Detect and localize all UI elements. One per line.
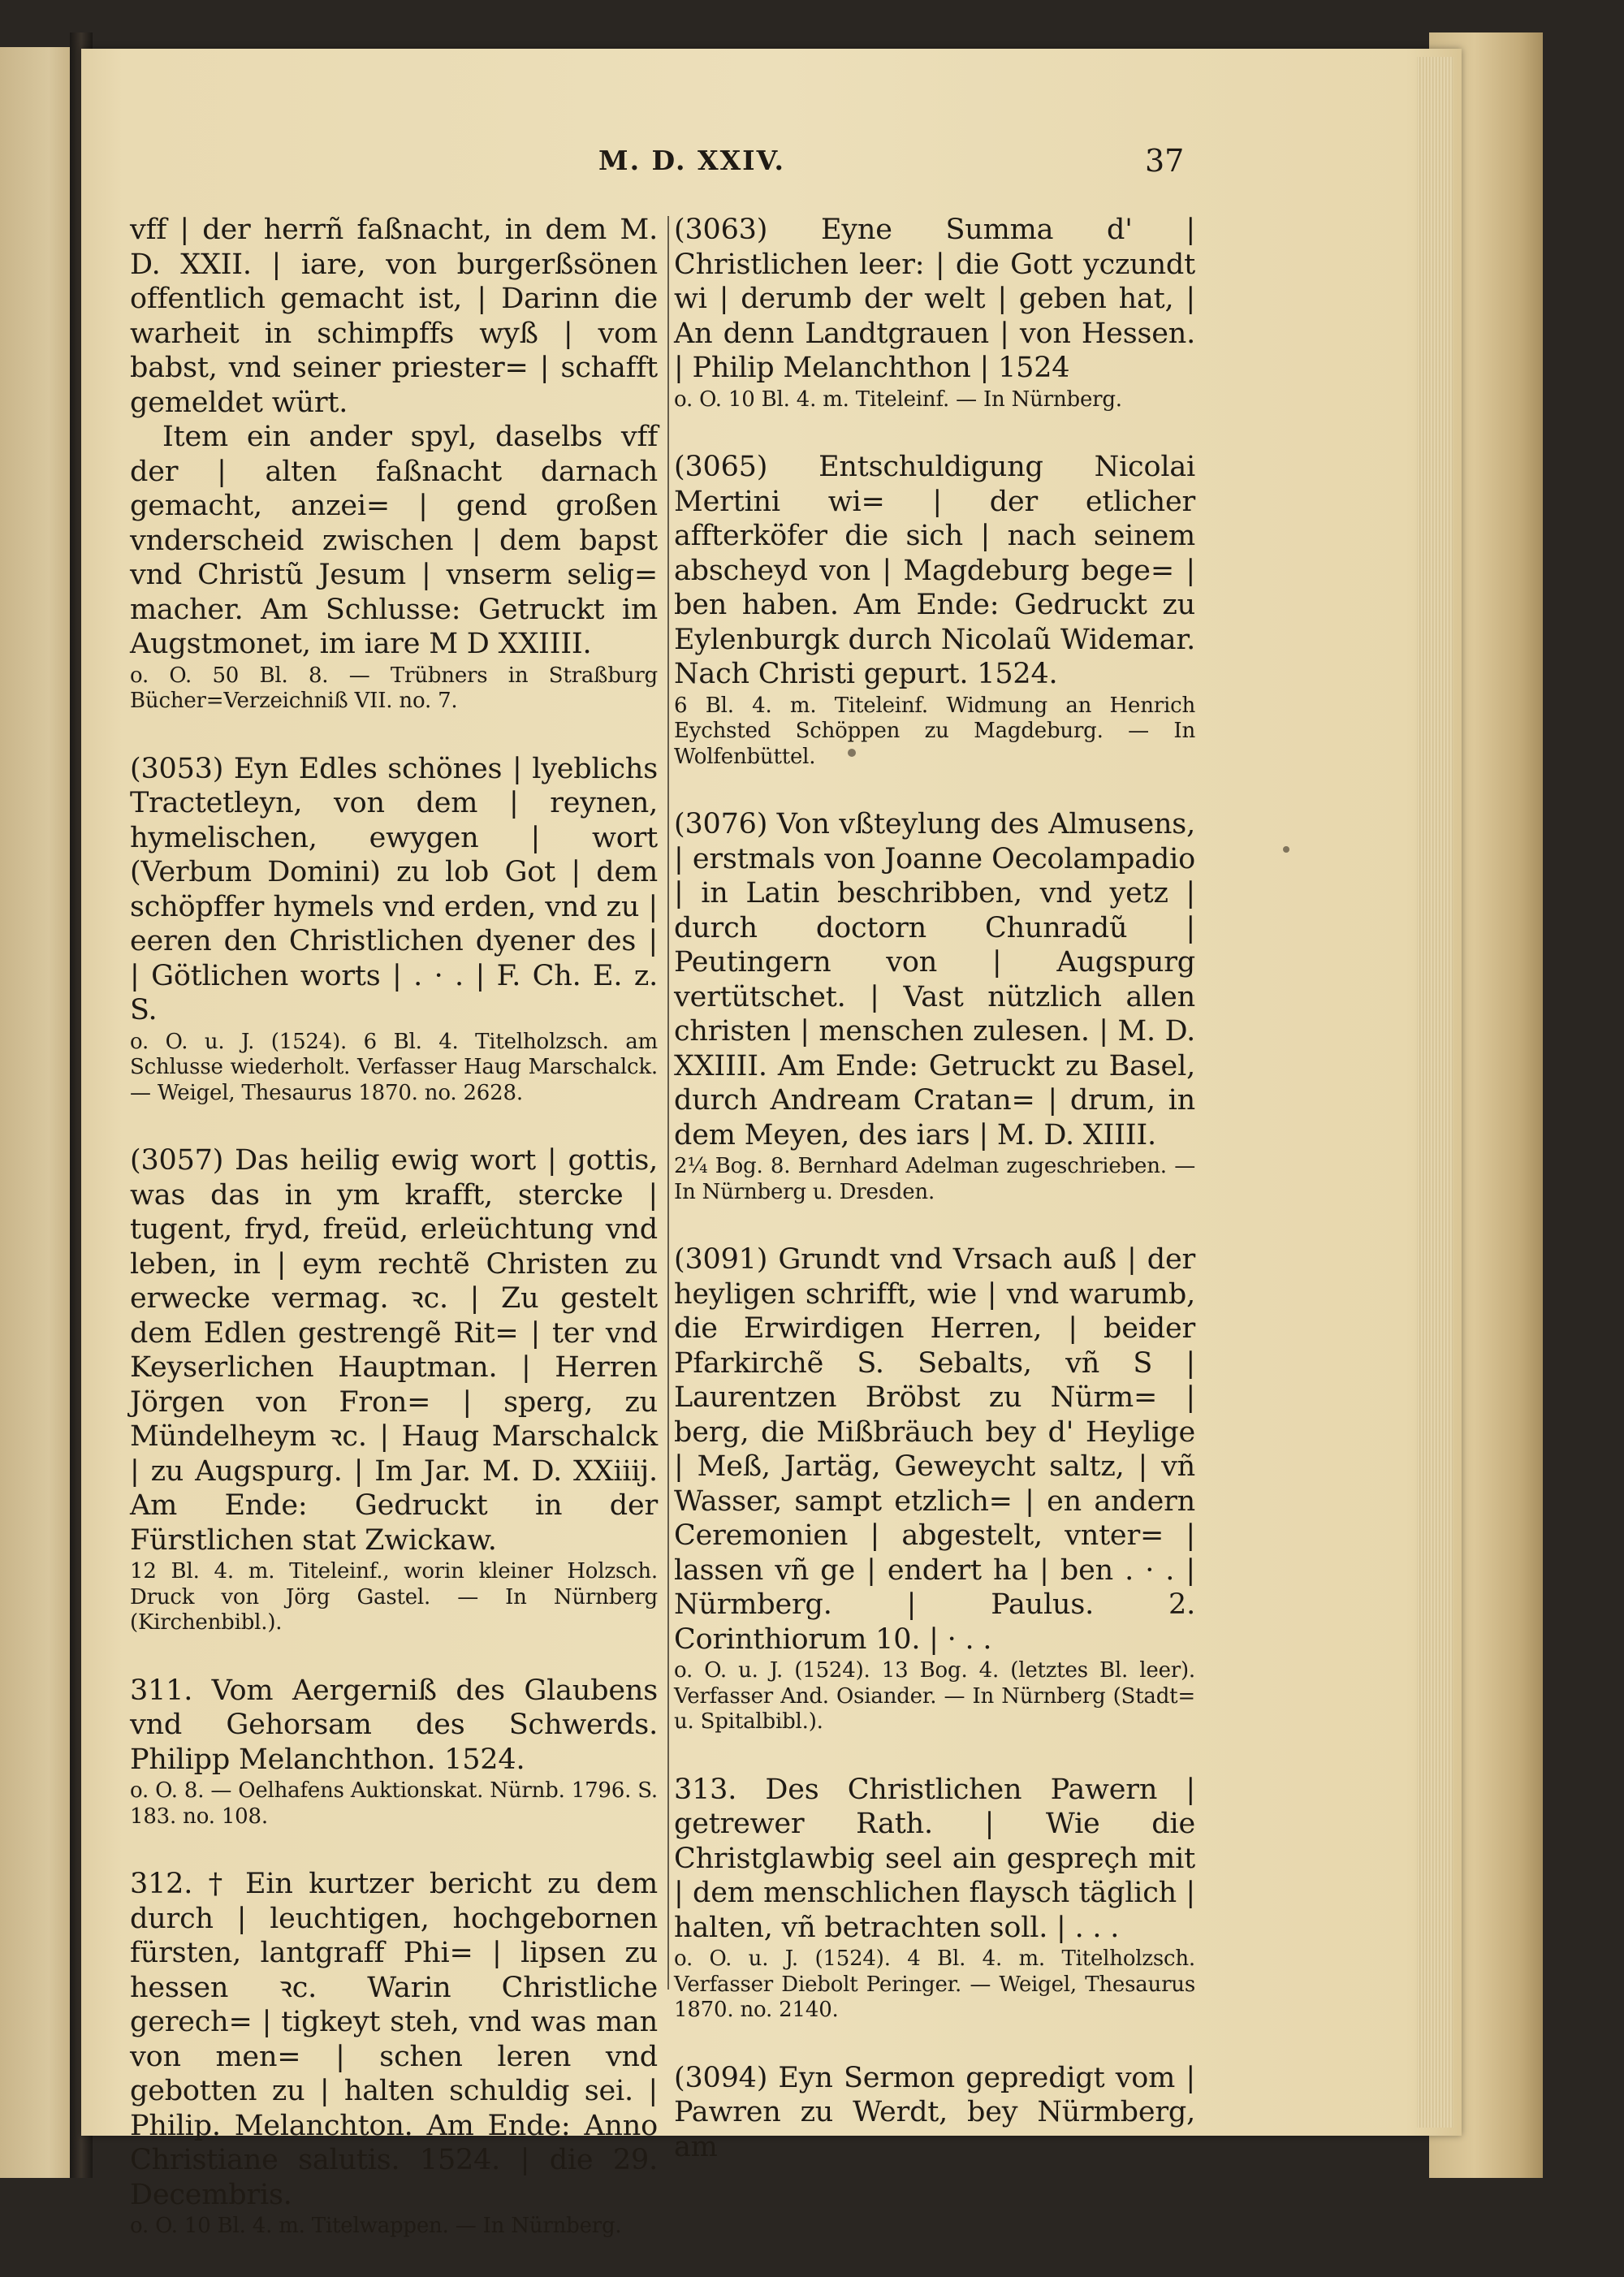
entry-body: (3091) Grundt vnd Vrsach auß | der heyligen schrifft, wie | vnd warumb, die Erwirdigen Herren, | beider Pfarkirchẽ S. Sebalts, vñ S | Laurentzen Bröbst zu Nürm= | berg, die Mißbräuch bey d' Heylige | Meß, Jartäg, Geweycht saltz, | vñ Wasser, sampt etzlich= | en andern Ceremonien | abgestelt, vnter= | lassen vñ ge | endert ha | ben . · . | Nürmberg. | Paulus. 2. Corinthiorum 10. | · . .: [674, 1243, 1195, 1656]
entry-body: (3063) Eyne Summa d' | Christlichen leer: | die Gott yczundt wi | derumb der welt | geben hat, | An denn Landtgrauen | von Hessen. | Philip Melanchthon | 1524: [674, 214, 1195, 384]
left-column: [130, 213, 658, 2277]
entry-3053: [130, 752, 658, 1107]
entry-body: 311. Vom Aergerniß des Glaubens vnd Gehorsam des Schwerds. Philipp Melanchthon. 1524.: [130, 1674, 658, 1776]
entry-3091: [674, 1242, 1195, 1735]
entry-body: Item ein ander spyl, daselbs vff der | alten faßnacht darnach gemacht, anzei= | gend großen vnderscheid zwischen | dem bapst vnd Christũ Jesum | vnserm selig= macher. Am Schlusse: Getruckt im Augstmonet, im iare M D XXIIII.: [130, 421, 658, 660]
entry-note: 12 Bl. 4. m. Titeleinf., worin kleiner Holzsch. Druck von Jörg Gastel. — In Nürnberg (Kirchenbibl.).: [130, 1559, 658, 1635]
entry-3065: [674, 450, 1195, 770]
entry-body: vff | der herrñ faßnacht, in dem M. D. XXII. | iare, von burgerßsönen offentlich gemacht ist, | Darinn die warheit in schimpffs wyß | vom babst, vnd seiner priester= | schafft gemeldet würt.: [130, 214, 658, 419]
page-edges: [1417, 57, 1453, 2128]
right-column: [674, 213, 1195, 2201]
entry-3063: [674, 213, 1195, 413]
entry-body: 313. Des Christlichen Pawern | getrewer Rath. | Wie die Christglawbig seel ain gespreçh mit | dem menschlichen flaysch täglich | halten, vñ betrachten soll. | . . .: [674, 1773, 1195, 1944]
entry-note: o. O. u. J. (1524). 6 Bl. 4. Titelholzsch. am Schlusse wiederholt. Verfasser Haug Marschalck. — Weigel, Thesaurus 1870. no. 2628.: [130, 1029, 658, 1105]
entry-313: [674, 1773, 1195, 2024]
ink-blot: [848, 749, 856, 757]
entry-note: o. O. 8. — Oelhafens Auktionskat. Nürnb. 1796. S. 183. no. 108.: [130, 1778, 658, 1829]
column-divider: [667, 216, 669, 1990]
running-head: M. D. XXIV.: [598, 145, 785, 176]
entry-body: 312. † Ein kurtzer bericht zu dem durch | leuchtigen, hochgebornen fürsten, lantgraff Phi= | lipsen zu hessen ꝛc. Warin Christliche gerech= | tigkeyt steh, vnd was man von men= | schen leren vnd gebotten zu | halten schuldig sei. | Philip. Melanchton. Am Ende: Anno Christiane salutis. 1524. | die 29. Decembris.: [130, 1868, 658, 2211]
entry-312: [130, 1867, 658, 2240]
entry-note: o. O. 10 Bl. 4. m. Titeleinf. — In Nürnberg.: [674, 387, 1122, 412]
entry-note: o. O. 50 Bl. 8. — Trübners in Straßburg Bücher=Verzeichniß VII. no. 7.: [130, 663, 658, 713]
entry-note: o. O. 10 Bl. 4. m. Titelwappen. — In Nürnberg.: [130, 2214, 622, 2238]
entry-body: (3076) Von vßteylung des Almusens, | erstmals von Joanne Oecolampadio | in Latin beschribben, vnd yetz | durch doctorn Chunradũ | Peutingern von | Augspurg vertütschet. | Vast nützlich allen christen | menschen zulesen. | M. D. XXIIII. Am Ende: Getruckt zu Basel, durch Andream Cratan= | drum, in dem Meyen, des iars | M. D. XIIII.: [674, 808, 1195, 1151]
entry-body: (3057) Das heilig ewig wort | gottis, was das in ym krafft, stercke | tugent, fryd, freüd, erleüchtung vnd leben, in | eym rechtẽ Christen zu erwecke vermag. ꝛc. | Zu gestelt dem Edlen gestrengẽ Rit= | ter vnd Keyserlichen Hauptman. | Herren Jörgen von Fron= | sperg, zu Mündelheym ꝛc. | Haug Marschalck | zu Augspurg. | Im Jar. M. D. XXiiij. Am Ende: Gedruckt in der Fürstlichen stat Zwickaw.: [130, 1144, 658, 1557]
entry-3094: [674, 2061, 1195, 2165]
entry-body: (3094) Eyn Sermon gepredigt vom | Pawren zu Werdt, bey Nürmberg, am: [674, 2061, 1195, 2163]
entry-note: o. O. u. J. (1524). 13 Bog. 4. (letztes Bl. leer). Verfasser And. Osiander. — In Nürnberg (Stadt= u. Spitalbibl.).: [674, 1658, 1195, 1734]
entry-body: (3053) Eyn Edles schönes | lyeblichs Tractetleyn, von dem | reynen, hymelischen, ewygen | wort (Verbum Domini) zu lob Got | dem schöpffer hymels vnd erden, vnd zu | eeren den Christlichen dyener des | | Götlichen worts | . · . | F. Ch. E. z. S.: [130, 752, 658, 1026]
entry-note: 6 Bl. 4. m. Titeleinf. Widmung an Henrich Eychsted Schöppen zu Magdeburg. — In Wolfenbüttel.: [674, 693, 1195, 769]
entry-note: o. O. u. J. (1524). 4 Bl. 4. m. Titelholzsch. Verfasser Diebolt Peringer. — Weigel, Thesaurus 1870. no. 2140.: [674, 1946, 1195, 2022]
entry-311: [130, 1674, 658, 1830]
previous-page-edge: [0, 47, 81, 2178]
ink-blot: [1283, 846, 1289, 853]
page-number: 37: [1145, 143, 1185, 179]
entry-note: 2¼ Bog. 8. Bernhard Adelman zugeschrieben. — In Nürnberg u. Dresden.: [674, 1154, 1195, 1204]
entry-body: (3065) Entschuldigung Nicolai Mertini wi= | der etlicher affterköfer die sich | nach seinem abscheyd von | Magdeburg bege= | ben haben. Am Ende: Gedruckt zu Eylenburgk durch Nicolaũ Widemar. Nach Christi gepurt. 1524.: [674, 451, 1195, 690]
entry-3076: [674, 807, 1195, 1205]
entry-3057: [130, 1143, 658, 1636]
entry-continued: [130, 213, 658, 715]
